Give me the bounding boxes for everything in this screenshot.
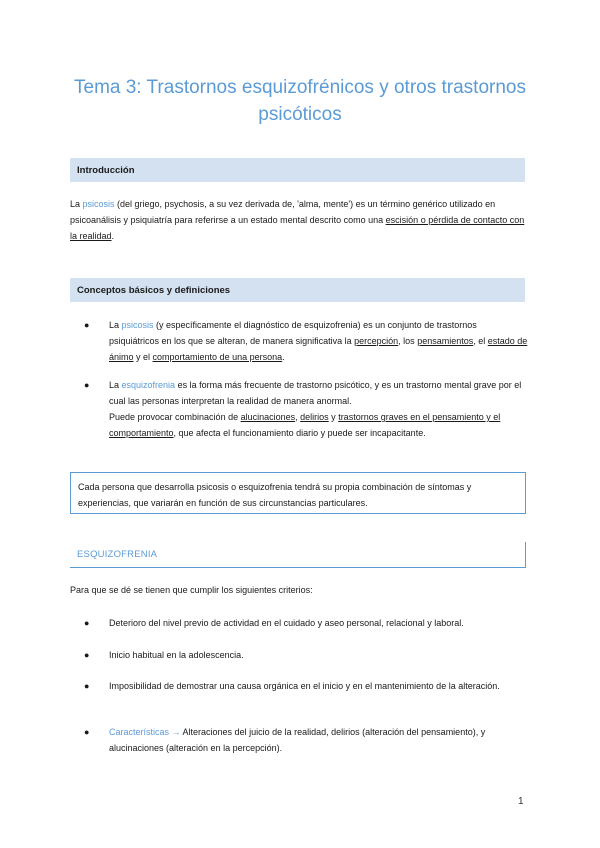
caracteristicas-item (109, 724, 529, 756)
underlined-pensamientos: pensamientos (417, 336, 474, 346)
concept-bullet-psicosis (109, 317, 529, 365)
text: Puede provocar combinación de (109, 412, 241, 422)
text: es la forma más frecuente de trastorno psicótico, y es un trastorno mental grave por el cual las personas interpretan la realidad de manera anormal. (109, 380, 522, 406)
text: , que afecta el funcionamiento diario y puede ser incapacitante. (173, 428, 426, 438)
intro-paragraph (70, 196, 530, 244)
text: , el (473, 336, 488, 346)
criteria-intro: Para que se dé se tienen que cumplir los siguientes criterios: (70, 585, 313, 595)
text: Alteraciones del juicio de la realidad, delirios (alteración del pensamiento), y alucinaciones (alteración en la percepción). (109, 727, 486, 753)
text: La (109, 380, 122, 390)
criteria-item: Inicio habitual en la adolescencia. (109, 650, 244, 660)
section-heading-conceptos: Conceptos básicos y definiciones (70, 278, 525, 302)
caracteristicas-label: Características → (109, 727, 181, 737)
bullet-icon: ● (84, 681, 90, 691)
term-esquizofrenia: esquizofrenia (121, 380, 176, 390)
text: y (328, 412, 339, 422)
underlined-trastornos-graves: trastornos graves en el pensamiento y el comportamiento (109, 412, 501, 438)
text: . (282, 352, 285, 362)
page-title: Tema 3: Trastornos esquizofrénicos y otros trastornos psicóticos (74, 77, 526, 125)
term-psicosis: psicosis (121, 320, 154, 330)
text: (del griego, psychosis, a su vez derivada de, 'alma, mente') es un término genérico utilizado en psicoanálisis y psiquiatría para referirse a un estado mental descrito como una (70, 199, 496, 225)
bullet-icon: ● (84, 380, 90, 390)
term-psicosis: psicosis (82, 199, 115, 209)
bullet-icon: ● (84, 650, 90, 660)
text: y el (133, 352, 153, 362)
text: , los (398, 336, 418, 346)
concept-bullet-esquizofrenia (109, 377, 529, 441)
text: La (70, 199, 83, 209)
text: , (295, 412, 301, 422)
text: . (111, 231, 115, 241)
underlined-escision: escisión o pérdida de contacto con la realidad (70, 215, 525, 241)
underlined-delirios: delirios (300, 412, 329, 422)
underlined-alucinaciones: alucinaciones (240, 412, 296, 422)
text: (y específicamente el diagnóstico de esquizofrenia) es un conjunto de trastornos psiquiátricos en los que se alteran, de manera significativa la (109, 320, 477, 346)
criteria-item: Deterioro del nivel previo de actividad en el cuidado y aseo personal, relacional y laboral. (109, 618, 464, 628)
page-number: 1 (518, 796, 524, 807)
section-heading-introduccion: Introducción (70, 158, 525, 182)
note-box: Cada persona que desarrolla psicosis o esquizofrenia tendrá su propia combinación de síntomas y experiencias, que variarán en función de sus circunstancias particulares. (70, 472, 526, 514)
underlined-estado-animo: estado de ánimo (109, 336, 528, 362)
bullet-icon: ● (84, 727, 90, 737)
underlined-percepcion: percepción (354, 336, 399, 346)
text: La (109, 320, 122, 330)
section-heading-esquizofrenia: ESQUIZOFRENIA (70, 542, 526, 568)
bullet-icon: ● (84, 618, 90, 628)
bullet-icon: ● (84, 320, 90, 330)
underlined-comportamiento: comportamiento de una persona (152, 352, 283, 362)
criteria-item: Imposibilidad de demostrar una causa orgánica en el inicio y en el mantenimiento de la alteración. (109, 681, 500, 691)
